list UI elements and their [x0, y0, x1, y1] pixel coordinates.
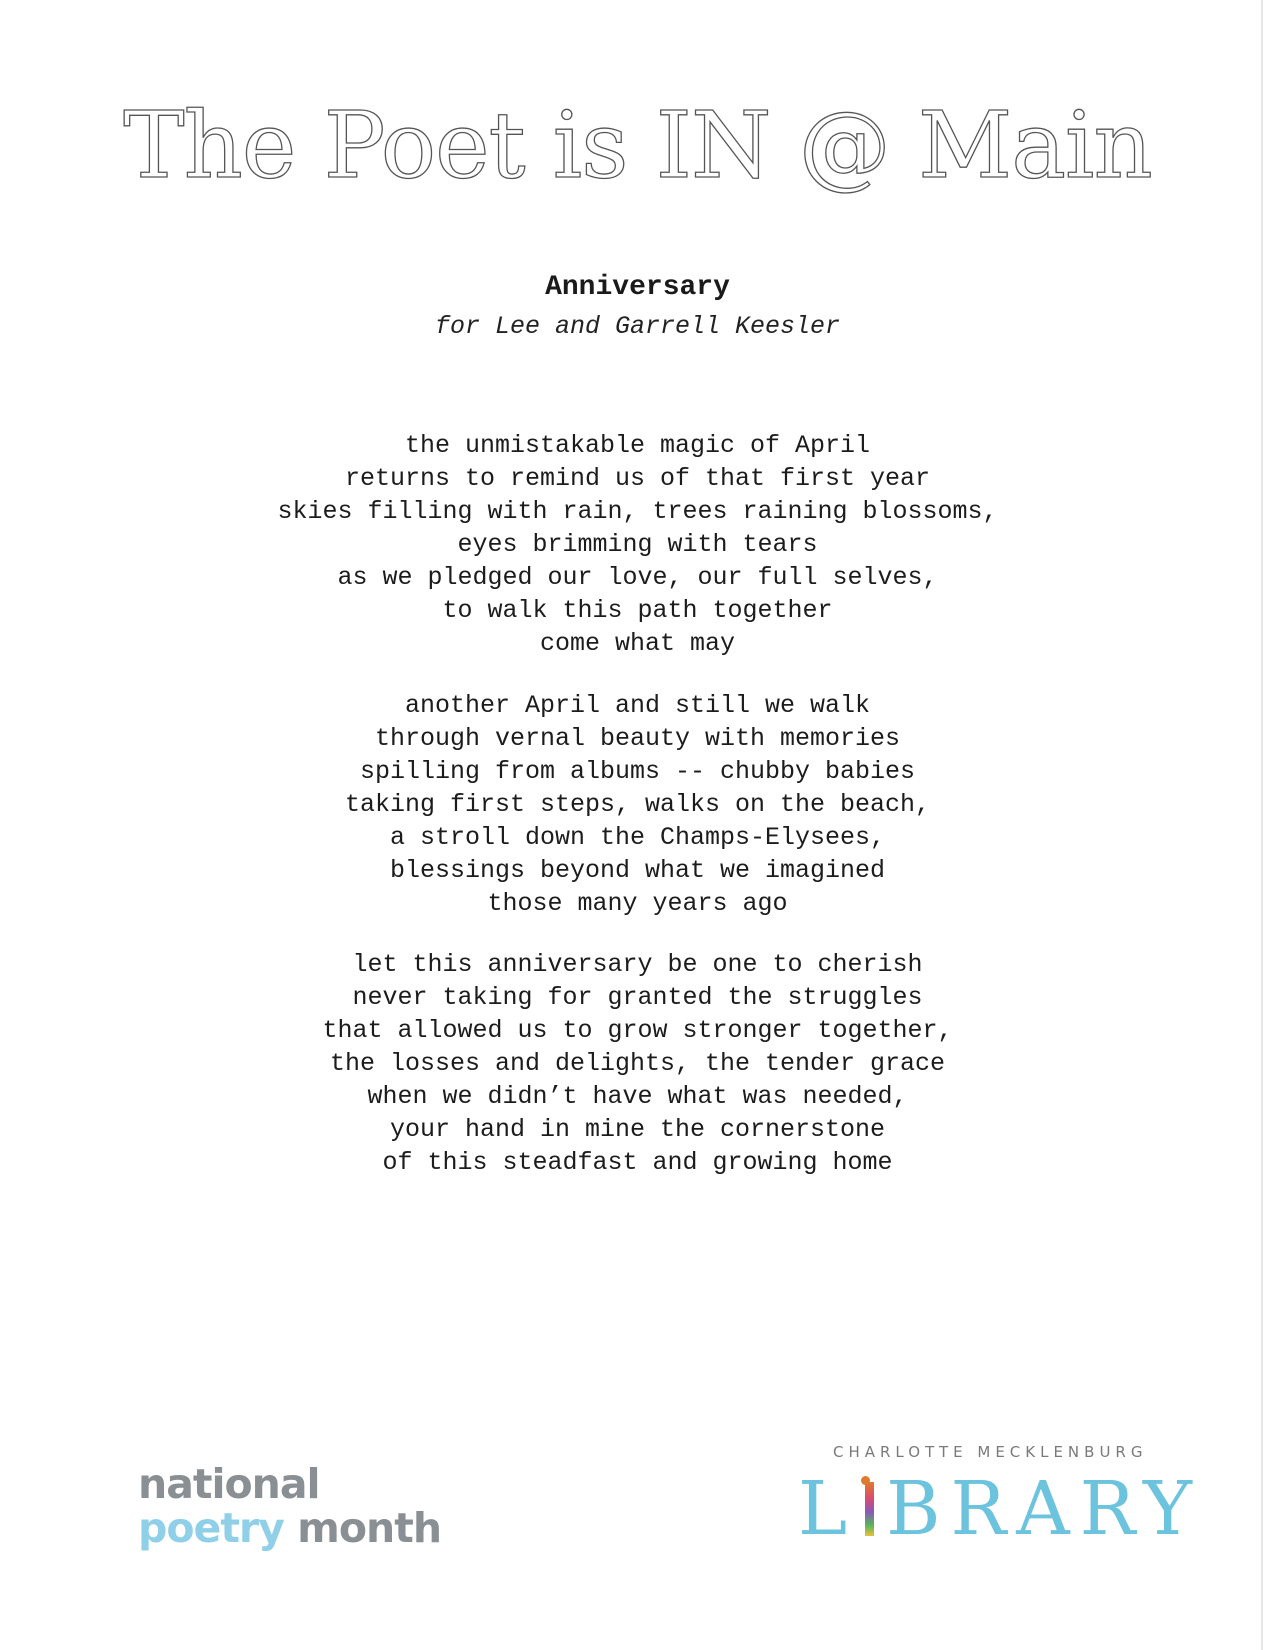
- poem-line: that allowed us to grow stronger together,: [322, 1016, 953, 1045]
- page-header-title: The Poet is IN @ Main: [123, 92, 1152, 199]
- poem-line: skies filling with rain, trees raining blossoms,: [277, 497, 998, 526]
- national-poetry-month-logo: [138, 1462, 441, 1550]
- poem-line: as we pledged our love, our full selves,: [337, 563, 938, 592]
- stanza-1: [0, 429, 1275, 660]
- poem-line: returns to remind us of that first year: [344, 464, 931, 493]
- npm-logo-word-poetry: poetry: [138, 1504, 284, 1552]
- npm-logo-word-month: month: [297, 1504, 442, 1552]
- poem-line: a stroll down the Champs-Elysees,: [389, 823, 886, 852]
- poem-line: the losses and delights, the tender grace: [329, 1049, 946, 1078]
- poem-title: Anniversary: [545, 272, 730, 303]
- poem-line: the unmistakable magic of April: [404, 431, 871, 460]
- library-logo-i-dot: [861, 1476, 870, 1485]
- poem-line: taking first steps, walks on the beach,: [344, 790, 931, 819]
- poem-line: come what may: [539, 629, 736, 658]
- npm-logo-line2: [138, 1506, 441, 1550]
- stanza-2: [0, 689, 1275, 920]
- library-logo-subtitle: CHARLOTTE MECKLENBURG: [833, 1443, 1148, 1461]
- poem-line: to walk this path together: [442, 596, 833, 625]
- poem-line: those many years ago: [487, 889, 788, 918]
- poem-line: eyes brimming with tears: [457, 530, 818, 559]
- poem-line: through vernal beauty with memories: [374, 724, 901, 753]
- poem-line: of this steadfast and growing home: [382, 1148, 893, 1177]
- npm-logo-line1: national: [138, 1460, 320, 1508]
- poem-line: when we didn’t have what was needed,: [367, 1082, 908, 1111]
- poem-line: another April and still we walk: [404, 691, 871, 720]
- library-logo-i-icon: [865, 1482, 874, 1536]
- library-logo-l: L: [798, 1466, 858, 1552]
- poem-line: never taking for granted the struggles: [352, 983, 923, 1012]
- poem-line: spilling from albums -- chubby babies: [359, 757, 916, 786]
- poem-line: your hand in mine the cornerstone: [389, 1115, 886, 1144]
- poem-dedication: for Lee and Garrell Keesler: [434, 312, 841, 341]
- library-logo-rest: BRARY: [886, 1466, 1202, 1552]
- poem-line: blessings beyond what we imagined: [389, 856, 886, 885]
- poem-line: let this anniversary be one to cherish: [352, 950, 923, 979]
- stanza-3: [0, 948, 1275, 1179]
- library-logo: [798, 1466, 1202, 1552]
